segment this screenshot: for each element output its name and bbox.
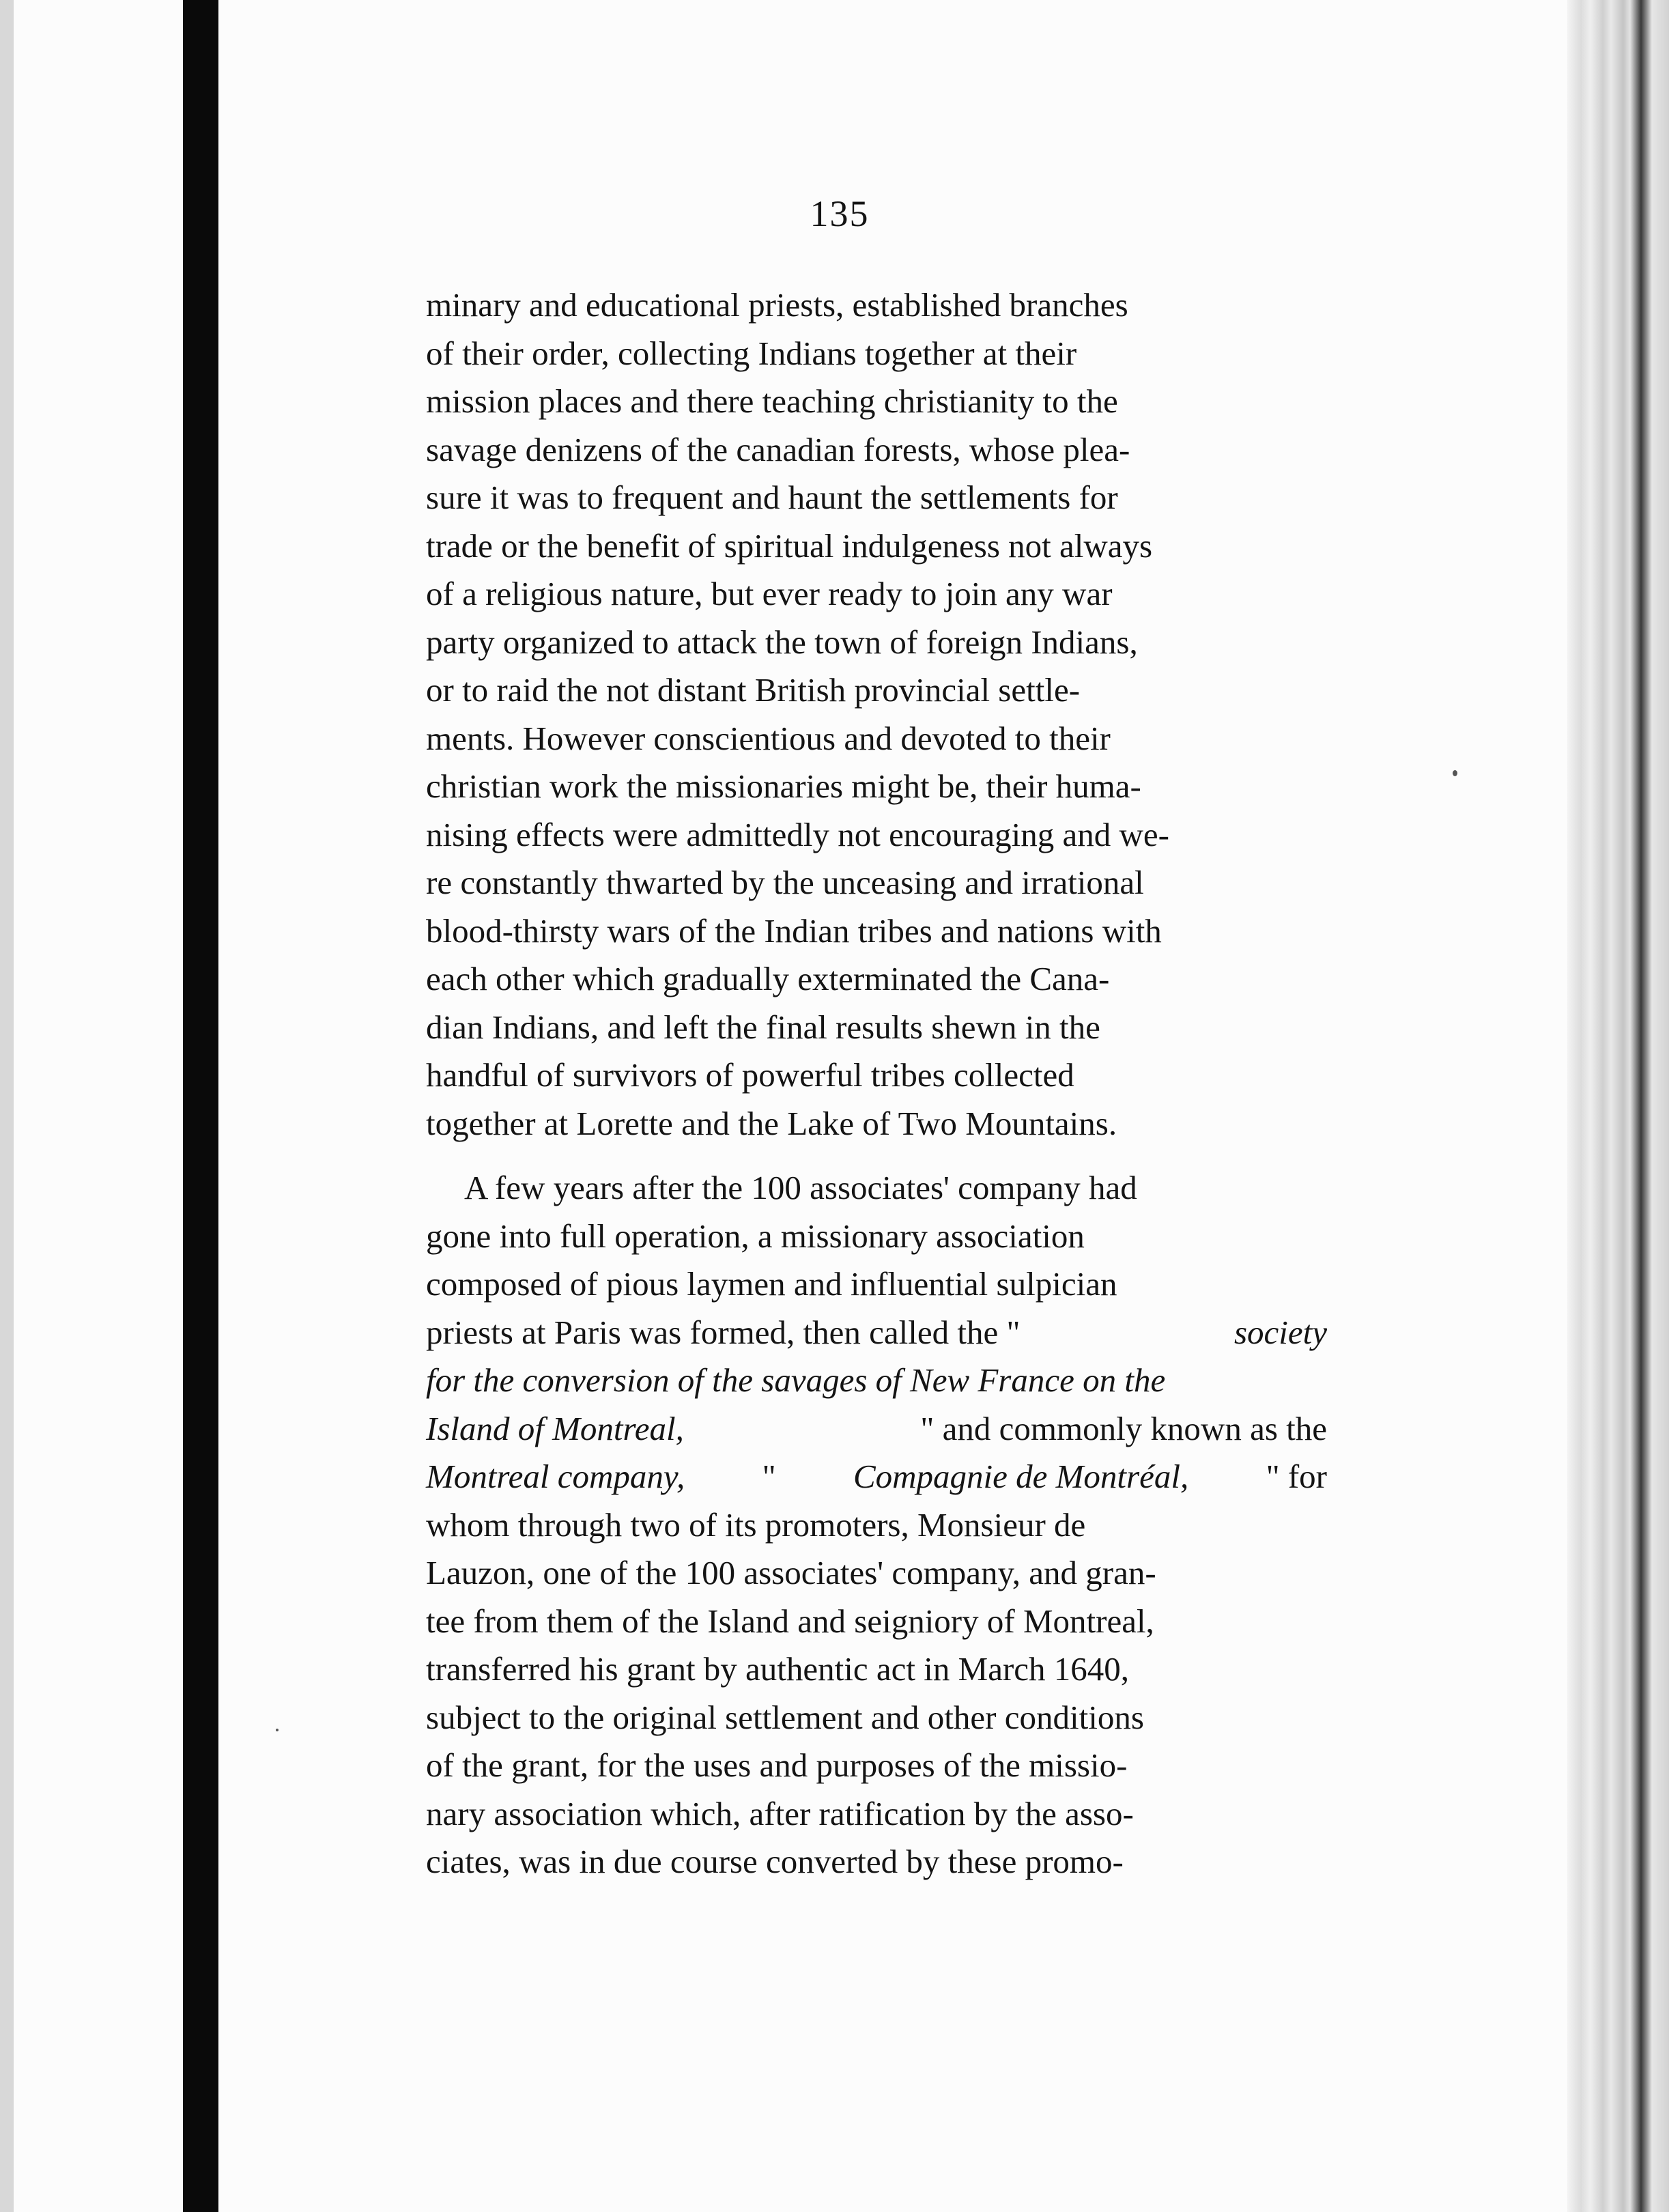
text-line: A few years after the 100 associates' company had [464, 1169, 1137, 1206]
binding-spine [183, 0, 218, 2212]
text-run: " and commonly known as the [920, 1409, 1327, 1447]
italic-text: Island of Montreal, [426, 1409, 684, 1447]
text-line: nary association which, after ratification by the asso- [426, 1794, 1134, 1832]
text-line: composed of pious laymen and influential sulpician [426, 1265, 1117, 1303]
text-line: ciates, was in due course converted by these promo- [426, 1843, 1124, 1880]
text-line: handful of survivors of powerful tribes collected [426, 1056, 1074, 1094]
text-line: Lauzon, one of the 100 associates' company, and gran- [426, 1554, 1156, 1591]
body-text [426, 281, 1327, 1886]
page-number: 135 [810, 193, 870, 234]
text-line: minary and educational priests, established branches [426, 286, 1128, 324]
text-line: or to raid the not distant British provincial settle- [426, 671, 1081, 709]
italic-text: Compagnie de Montréal, [853, 1458, 1189, 1495]
italic-text: Montreal company, [426, 1458, 685, 1495]
text-run: " for [1266, 1458, 1327, 1495]
text-line: trade or the benefit of spiritual indulgeness not always [426, 526, 1153, 565]
text-line: tee from them of the Island and seigniory of Montreal, [426, 1602, 1154, 1640]
paragraph-1 [426, 281, 1327, 1148]
text-line: nising effects were admittedly not encouraging and we- [426, 815, 1169, 853]
text-line: re constantly thwarted by the unceasing and irrational [426, 864, 1144, 901]
page-edges [1567, 0, 1669, 2212]
scan-speck [1453, 770, 1457, 776]
text-line: whom through two of its promoters, Monsieur de [426, 1505, 1086, 1544]
text-line: of the grant, for the uses and purposes of the missio- [426, 1746, 1128, 1784]
text-line: gone into full operation, a missionary association [426, 1217, 1085, 1255]
text-line: of their order, collecting Indians together at their [426, 334, 1077, 372]
text-line: party organized to attack the town of foreign Indians, [426, 623, 1138, 661]
text-line: ments. However conscientious and devoted to their [426, 719, 1111, 757]
text-line [426, 1405, 1327, 1454]
text-line: sure it was to frequent and haunt the settlements for [426, 479, 1118, 516]
text-line [426, 1309, 1327, 1357]
italic-text-line: for the conversion of the savages of New France on the [426, 1361, 1166, 1399]
text-run: " [762, 1458, 776, 1495]
paragraph-gap [426, 1148, 1327, 1164]
text-line: dian Indians, and left the final results shewn in the [426, 1008, 1100, 1046]
text-run: priests at Paris was formed, then called the " [426, 1313, 1021, 1351]
text-line: each other which gradually exterminated the Cana- [426, 960, 1110, 997]
text-line: mission places and there teaching christianity to the [426, 382, 1118, 420]
text-line: subject to the original settlement and other conditions [426, 1698, 1144, 1736]
italic-text: society [1233, 1313, 1327, 1351]
text-line: christian work the missionaries might be, their huma- [426, 767, 1141, 805]
text-line [426, 1453, 1327, 1501]
scan-speck [276, 1729, 279, 1731]
text-line: together at Lorette and the Lake of Two Mountains. [426, 1104, 1117, 1142]
text-line: transferred his grant by authentic act in March 1640, [426, 1650, 1130, 1688]
paragraph-2 [426, 1164, 1327, 1886]
text-line: savage denizens of the canadian forests, whose plea- [426, 430, 1130, 468]
text-line: of a religious nature, but ever ready to join any war [426, 575, 1113, 612]
scan-left-margin [0, 0, 14, 2212]
text-line: blood-thirsty wars of the Indian tribes and nations with [426, 911, 1162, 950]
